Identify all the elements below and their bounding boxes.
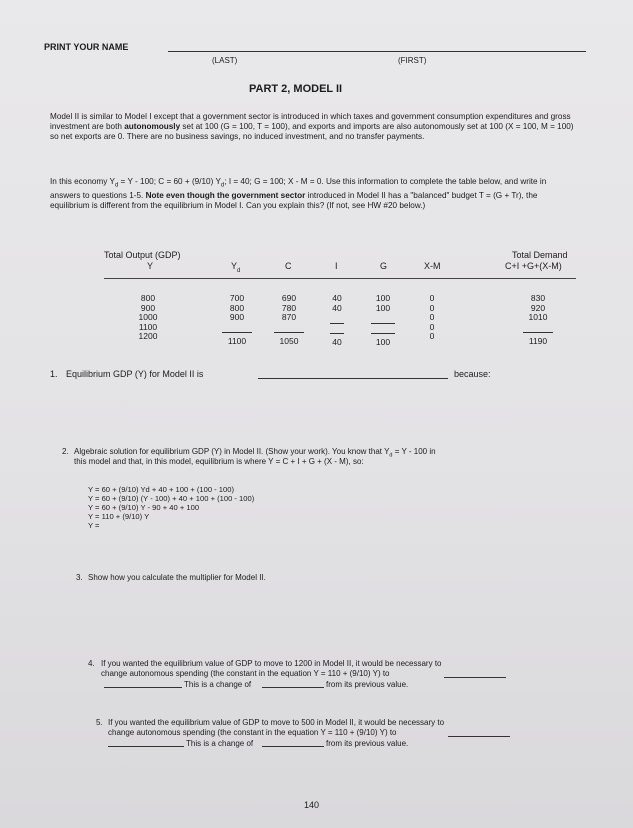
column-total-demand bbox=[520, 294, 556, 347]
work-line: Y = 60 + (9/10) (Y - 100) + 40 + 100 + (100 - 100) bbox=[88, 494, 255, 503]
header-g: G bbox=[380, 261, 388, 271]
cell-c: 690 bbox=[281, 293, 297, 303]
intro-p2-sub-b: d bbox=[220, 182, 225, 189]
q5-line-3b: from its previous value. bbox=[326, 739, 409, 748]
header-yd-sub: d bbox=[237, 267, 241, 274]
q2-line-1-text: Algebraic solution for equilibrium GDP (Y) in Model II. (Show your work). You know that Y bbox=[74, 447, 390, 456]
intro-p2-text-d: introduced in Model II has a "balanced" budget T = (G + Tr), the equilibrium is different from the equilibrium in Model I. Can you explain this? (If not, see HW #20 below.) bbox=[50, 190, 538, 211]
q5-line-2: change autonomous spending (the constant in the equation Y = 110 + (9/10) Y) to bbox=[108, 728, 397, 737]
cell-c: 1050 bbox=[279, 336, 299, 347]
first-name-label: (FIRST) bbox=[398, 56, 427, 65]
q5-line-1: If you wanted the equilibrium value of GDP to move to 500 in Model II, it would be necessary to bbox=[108, 718, 445, 727]
work-line: Y = 60 + (9/10) Yd + 40 + 100 + (100 - 100) bbox=[88, 485, 235, 494]
q1-because: because: bbox=[454, 369, 491, 379]
cell-c: 870 bbox=[281, 312, 297, 323]
cell-i: 40 bbox=[332, 337, 342, 348]
intro-p2-text-b: = Y - 100; C = 60 + (9/10) Y bbox=[118, 177, 221, 186]
name-blank-line bbox=[168, 51, 586, 52]
blank-cell-i[interactable] bbox=[330, 313, 344, 324]
header-yd bbox=[231, 261, 240, 277]
cell-td: 920 bbox=[530, 302, 546, 313]
cell-y: 1200 bbox=[138, 331, 158, 342]
intro-p2-text-c: ; I = 40; G = 100; X - M = 0. Use this information to complete the table below, and write in answers to questions 1-5. bbox=[50, 177, 547, 200]
blank-cell-g[interactable] bbox=[371, 324, 395, 335]
q5-number: 5. bbox=[96, 718, 103, 727]
q4-line-1: If you wanted the equilibrium value of GDP to move to 1200 in Model II, it would be necessary to bbox=[101, 659, 442, 668]
cell-c: 780 bbox=[281, 302, 297, 313]
column-yd bbox=[220, 294, 254, 347]
table-header-rule bbox=[104, 278, 576, 279]
q2-worked-solution bbox=[88, 485, 254, 530]
cell-y: 1100 bbox=[138, 321, 158, 332]
q3-text: Show how you calculate the multiplier for Model II. bbox=[88, 573, 266, 582]
header-y: Y bbox=[147, 261, 154, 271]
cell-td: 830 bbox=[530, 293, 546, 303]
q5-answer-blank-1[interactable] bbox=[448, 736, 510, 737]
q4-line-3b: from its previous value. bbox=[326, 680, 409, 689]
cell-xm: 0 bbox=[429, 331, 435, 342]
q4-answer-blank-0[interactable] bbox=[104, 687, 182, 688]
column-i bbox=[327, 294, 347, 348]
q2-number: 2. bbox=[62, 447, 69, 456]
q5-line-3a: This is a change of bbox=[186, 739, 254, 748]
q2-line-2: this model and that, in this model, equilibrium is where Y = C + I + G + (X - M), so: bbox=[74, 457, 364, 466]
blank-cell-td[interactable] bbox=[523, 323, 553, 334]
cell-xm: 0 bbox=[429, 302, 435, 313]
q3-number: 3. bbox=[76, 573, 83, 582]
cell-y: 900 bbox=[140, 302, 156, 313]
intro-paragraph-1 bbox=[50, 112, 578, 143]
blank-cell-c[interactable] bbox=[274, 323, 304, 334]
cell-yd: 800 bbox=[229, 302, 245, 313]
header-c: C bbox=[285, 261, 292, 271]
intro-paragraph-2 bbox=[50, 177, 578, 211]
intro-p1-text-a: Model II is similar to Model I except that a government sector is introduced in which taxes and government consumption expenditures and gross investment are both bbox=[50, 112, 571, 132]
q4-line-3a: This is a change of bbox=[184, 680, 252, 689]
column-xm bbox=[422, 294, 442, 342]
q4-number: 4. bbox=[88, 659, 95, 668]
work-line: Y = 110 + (9/10) Y bbox=[88, 512, 150, 521]
cell-xm: 0 bbox=[429, 312, 435, 323]
page-number: 140 bbox=[304, 800, 320, 810]
intro-p2-text-a: In this economy Y bbox=[50, 177, 115, 186]
header-i: I bbox=[335, 261, 338, 271]
blank-cell-i[interactable] bbox=[330, 324, 344, 335]
q2-line-1-end: = Y - 100 in bbox=[392, 447, 436, 456]
cell-yd: 900 bbox=[229, 312, 245, 323]
cell-yd: 700 bbox=[229, 293, 245, 303]
intro-p2-sub-a: d bbox=[114, 182, 119, 189]
cell-y: 1000 bbox=[138, 312, 158, 323]
cell-g: 100 bbox=[375, 293, 391, 303]
header-total-output: Total Output (GDP) bbox=[104, 250, 181, 260]
cell-g: 100 bbox=[375, 337, 391, 348]
work-line: Y = bbox=[88, 521, 100, 530]
column-c bbox=[272, 294, 306, 347]
q4-line-2: change autonomous spending (the constant in the equation Y = 110 + (9/10) Y) to bbox=[101, 669, 390, 678]
cell-td: 1010 bbox=[528, 312, 548, 323]
cell-y: 800 bbox=[140, 293, 156, 303]
q5-answer-blank-0[interactable] bbox=[108, 746, 184, 747]
header-total-demand: Total Demand bbox=[512, 250, 568, 260]
header-total-demand-formula: C+I +G+(X-M) bbox=[505, 261, 562, 271]
q1-number: 1. bbox=[50, 369, 58, 379]
cell-yd: 1100 bbox=[227, 336, 247, 347]
last-name-label: (LAST) bbox=[212, 56, 238, 65]
page-title: PART 2, MODEL II bbox=[249, 83, 343, 95]
blank-cell-g[interactable] bbox=[371, 313, 395, 324]
intro-p2-bold: Note even though the government sector bbox=[145, 190, 306, 200]
column-g bbox=[368, 294, 398, 348]
column-y bbox=[132, 294, 164, 342]
cell-xm: 0 bbox=[429, 293, 435, 303]
q5-answer-blank-2[interactable] bbox=[262, 746, 324, 747]
q1-text: Equilibrium GDP (Y) for Model II is bbox=[66, 369, 204, 379]
cell-i: 40 bbox=[332, 293, 342, 303]
q4-answer-blank-1[interactable] bbox=[444, 677, 506, 678]
q2-line-1-sub: d bbox=[389, 452, 393, 459]
work-line: Y = 60 + (9/10) Y - 90 + 40 + 100 bbox=[88, 503, 200, 512]
q4-answer-blank-2[interactable] bbox=[262, 687, 324, 688]
print-name-label: PRINT YOUR NAME bbox=[44, 42, 129, 52]
blank-cell-yd[interactable] bbox=[222, 323, 252, 334]
cell-g: 100 bbox=[375, 302, 391, 313]
header-yd-letter: Y bbox=[231, 261, 238, 271]
cell-i: 40 bbox=[332, 302, 342, 313]
q1-answer-line[interactable] bbox=[258, 378, 448, 379]
cell-td: 1190 bbox=[528, 336, 548, 347]
intro-p1-text-b: set at 100 (G = 100, T = 100), and exports and imports are also autonomously set at 100 (X = 100, M = 100) so net exports are 0. There are no business savings, no induced investment, and no transfer payments. bbox=[50, 122, 574, 142]
cell-xm: 0 bbox=[429, 321, 435, 332]
header-xm: X-M bbox=[424, 261, 441, 271]
intro-p1-bold: autonomously bbox=[124, 122, 181, 132]
